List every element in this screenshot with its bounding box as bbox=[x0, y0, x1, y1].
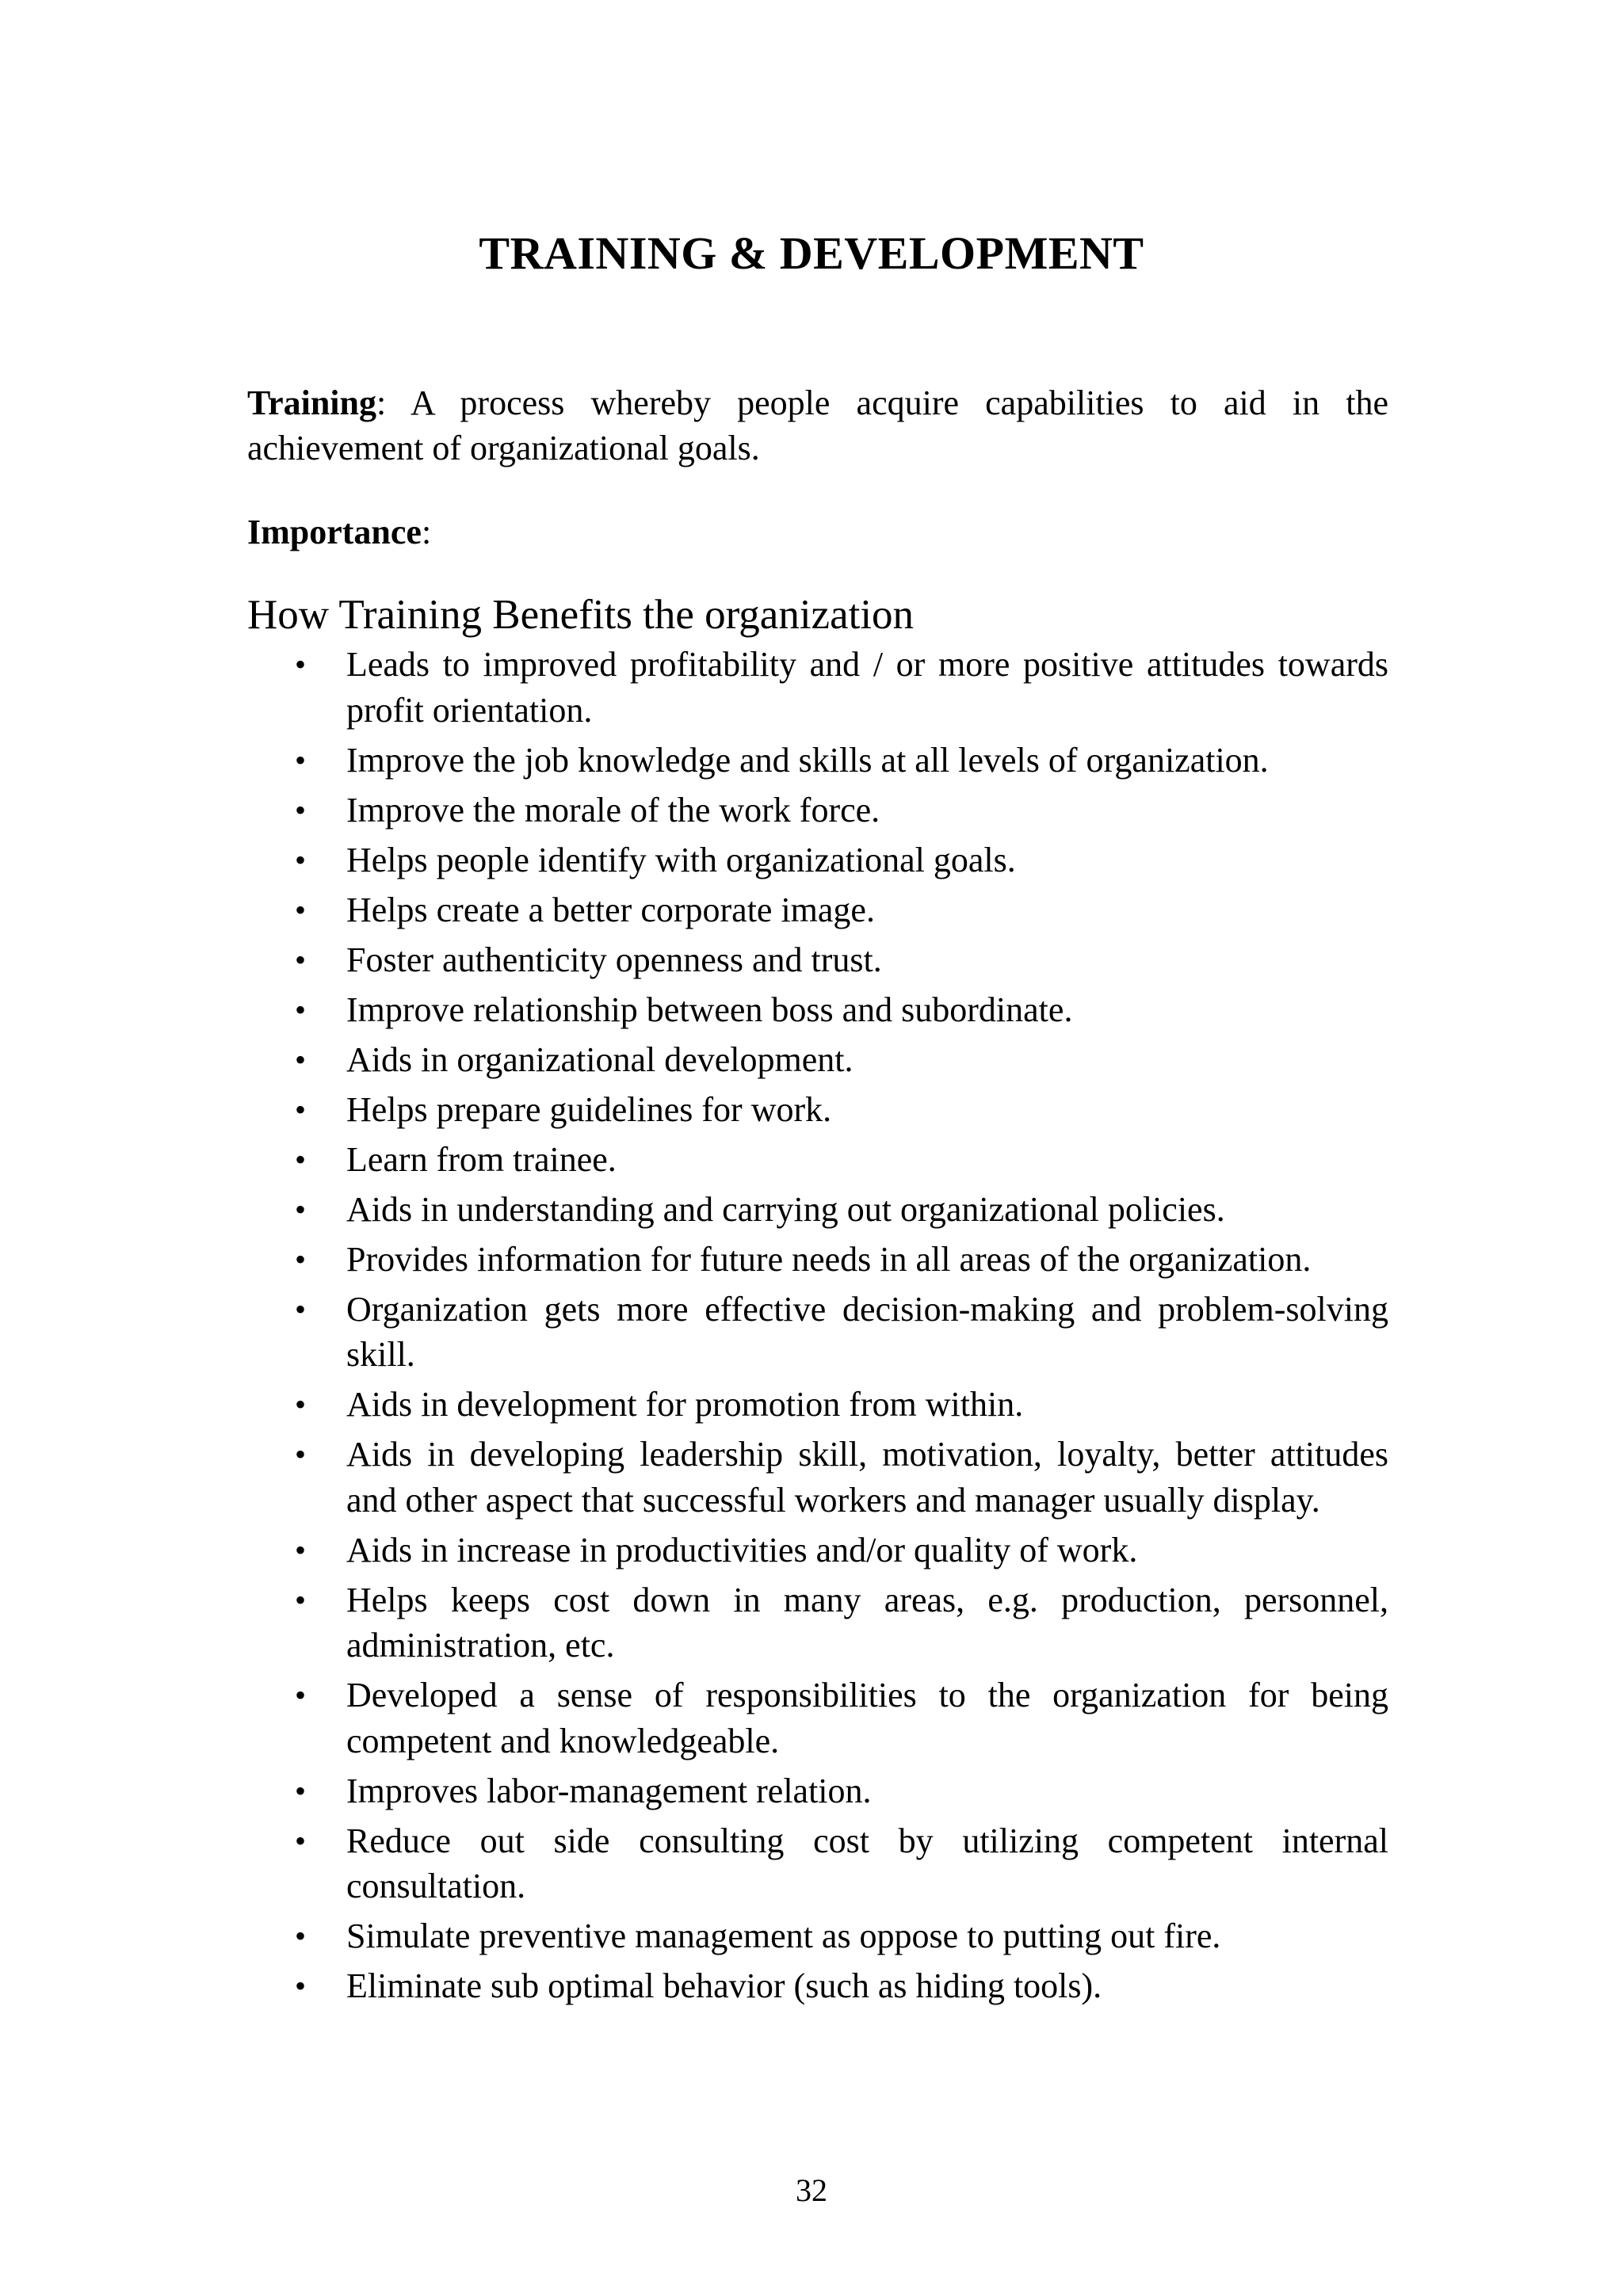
bullet-icon: • bbox=[295, 1918, 307, 1954]
bullet-icon: • bbox=[295, 891, 307, 928]
bullet-icon: • bbox=[295, 841, 307, 878]
list-item bbox=[247, 1577, 1388, 1669]
list-item bbox=[247, 1818, 1388, 1909]
bullet-icon: • bbox=[295, 1772, 307, 1809]
bullet-icon: • bbox=[295, 1291, 307, 1327]
list-item-text: Helps create a better corporate image. bbox=[346, 890, 875, 929]
list-item bbox=[247, 1527, 1388, 1573]
bullet-icon: • bbox=[295, 1581, 307, 1618]
list-item-text: Improves labor-management relation. bbox=[346, 1771, 872, 1810]
bullet-icon: • bbox=[295, 791, 307, 828]
list-item bbox=[247, 837, 1388, 883]
list-item bbox=[247, 1432, 1388, 1523]
bullet-icon: • bbox=[295, 1677, 307, 1713]
list-item-text: Learn from trainee. bbox=[346, 1139, 617, 1179]
list-item-text: Aids in understanding and carrying out organizational policies. bbox=[346, 1189, 1225, 1229]
list-item-text: Aids in developing leadership skill, motivation, loyalty, better attitudes and other aspect that successful workers and manager usually display. bbox=[346, 1435, 1388, 1520]
list-item-text: Organization gets more effective decision-making and problem-solving skill. bbox=[346, 1289, 1388, 1374]
list-item bbox=[247, 1187, 1388, 1233]
bullet-icon: • bbox=[295, 941, 307, 978]
list-item-text: Aids in organizational development. bbox=[346, 1039, 854, 1079]
list-item bbox=[247, 1287, 1388, 1378]
definition-term: Training bbox=[247, 383, 377, 422]
importance-label: Importance bbox=[247, 513, 422, 551]
bullet-icon: • bbox=[295, 1141, 307, 1177]
page-title: TRAINING & DEVELOPMENT bbox=[479, 227, 1144, 279]
page-content bbox=[247, 380, 1388, 2013]
list-item-text: Provides information for future needs in all areas of the organization. bbox=[346, 1239, 1312, 1279]
list-item-text: Helps keeps cost down in many areas, e.g. production, personnel, administration, etc. bbox=[346, 1580, 1388, 1665]
bullet-icon: • bbox=[295, 742, 307, 778]
list-item-text: Improve the job knowledge and skills at all levels of organization. bbox=[346, 740, 1269, 780]
list-item bbox=[247, 1768, 1388, 1814]
list-item-text: Helps prepare guidelines for work. bbox=[346, 1089, 832, 1129]
list-item bbox=[247, 1237, 1388, 1283]
definition-text: A process whereby people acquire capabilities to aid in the achievement of organizational goals. bbox=[247, 383, 1388, 467]
list-item bbox=[247, 738, 1388, 784]
bullet-icon: • bbox=[295, 991, 307, 1028]
list-item-text: Developed a sense of responsibilities to the organization for being competent and knowledgeable. bbox=[346, 1676, 1388, 1760]
list-item bbox=[247, 1137, 1388, 1183]
bullet-icon: • bbox=[295, 1531, 307, 1568]
list-item bbox=[247, 1382, 1388, 1428]
bullet-icon: • bbox=[295, 1091, 307, 1127]
list-item-text: Leads to improved profitability and / or more positive attitudes towards profit orientation. bbox=[346, 645, 1388, 730]
list-item bbox=[247, 1672, 1388, 1764]
training-definition bbox=[247, 380, 1388, 471]
bullet-icon: • bbox=[295, 1041, 307, 1077]
bullet-icon: • bbox=[295, 1822, 307, 1859]
page-number: 32 bbox=[796, 2172, 827, 2208]
list-item bbox=[247, 1037, 1388, 1083]
list-item bbox=[247, 788, 1388, 833]
bullet-icon: • bbox=[295, 1191, 307, 1227]
definition-separator: : bbox=[376, 383, 387, 422]
bullet-icon: • bbox=[295, 646, 307, 682]
list-item-text: Aids in development for promotion from within. bbox=[346, 1385, 1024, 1424]
list-item-text: Improve the morale of the work force. bbox=[346, 790, 880, 830]
list-item bbox=[247, 1087, 1388, 1133]
importance-heading bbox=[247, 509, 1388, 555]
list-item-text: Simulate preventive management as oppose to putting out fire. bbox=[346, 1917, 1221, 1955]
list-item bbox=[247, 937, 1388, 983]
list-item bbox=[247, 642, 1388, 733]
list-item-text: Foster authenticity openness and trust. bbox=[346, 940, 882, 979]
benefits-subheading: How Training Benefits the organization bbox=[247, 592, 915, 638]
list-item bbox=[247, 1913, 1388, 1959]
bullet-icon: • bbox=[295, 1436, 307, 1472]
list-item bbox=[247, 1963, 1388, 2009]
list-item-text: Aids in increase in productivities and/or quality of work. bbox=[346, 1530, 1138, 1569]
bullet-icon: • bbox=[295, 1968, 307, 2004]
list-item-text: Eliminate sub optimal behavior (such as hiding tools). bbox=[346, 1966, 1102, 2005]
list-item bbox=[247, 987, 1388, 1033]
benefits-list bbox=[247, 642, 1388, 2009]
bullet-icon: • bbox=[295, 1241, 307, 1277]
list-item-text: Improve relationship between boss and subordinate. bbox=[346, 990, 1073, 1029]
list-item-text: Helps people identify with organizational goals. bbox=[346, 840, 1016, 879]
list-item-text: Reduce out side consulting cost by utilizing competent internal consultation. bbox=[346, 1821, 1388, 1905]
importance-colon: : bbox=[421, 513, 432, 551]
list-item bbox=[247, 887, 1388, 933]
bullet-icon: • bbox=[295, 1386, 307, 1422]
